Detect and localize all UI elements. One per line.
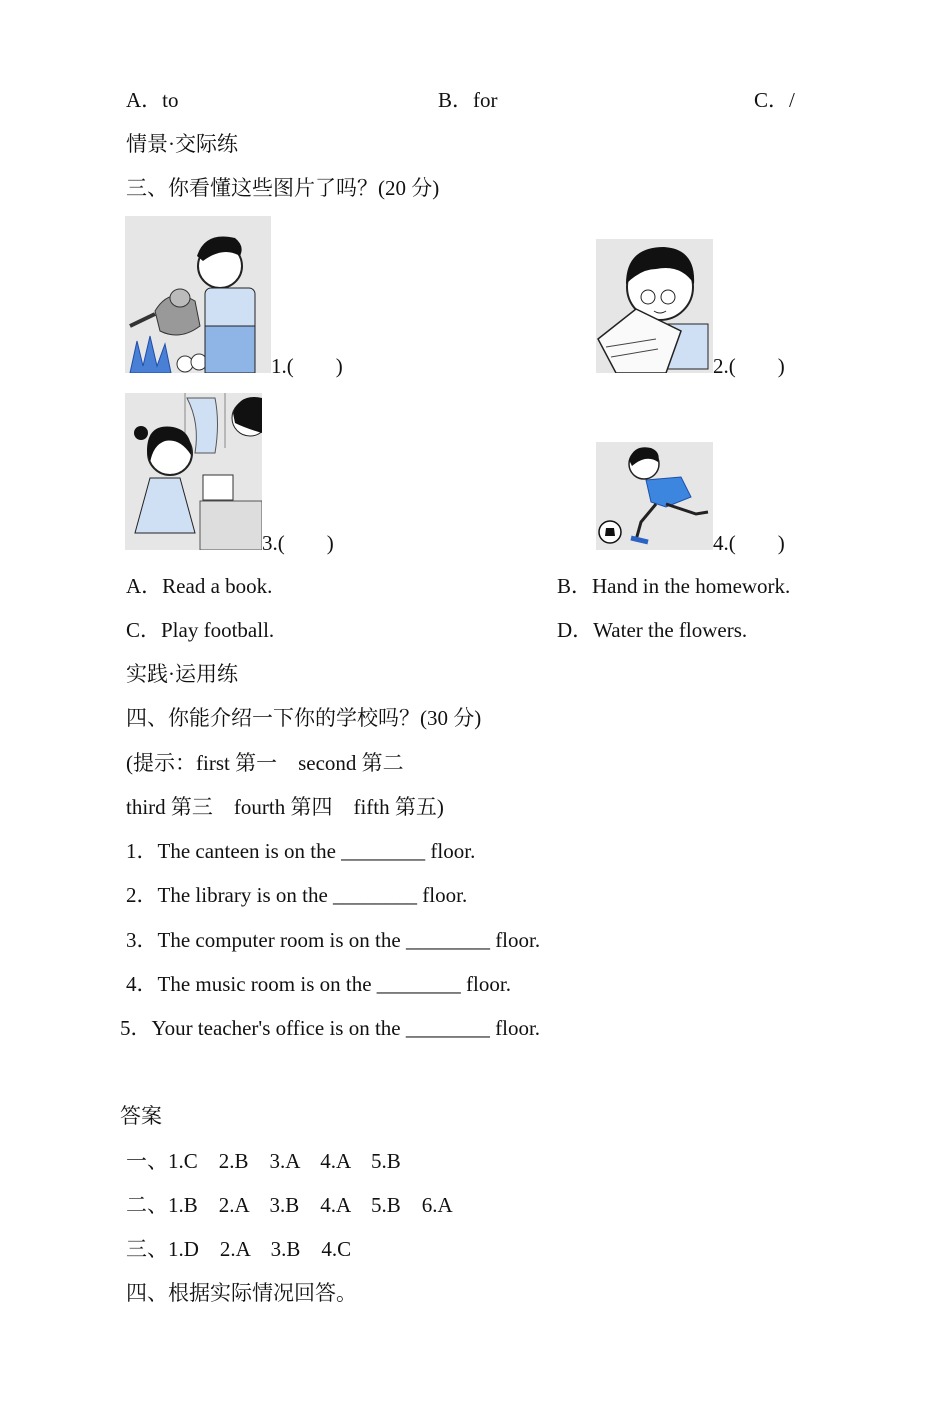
question-slot-2: 2.( ): [713, 354, 785, 378]
section-situation-title: 情景·交际练: [126, 132, 238, 156]
answers-title: 答案: [120, 1104, 162, 1128]
section-practice-title: 实践·运用练: [126, 662, 238, 686]
question-slot-3: 3.( ): [262, 531, 334, 555]
fill-item-5: 5．Your teacher's office is on the ________ floor.: [120, 1016, 541, 1040]
hint-line-2: third 第三 fourth 第四 fifth 第五): [126, 795, 444, 819]
option-a-prev: A．to: [126, 88, 179, 112]
playing-football-picture-icon: [596, 442, 713, 550]
answer-line-3: 三、1.D 2.A 3.B 4.C: [126, 1237, 352, 1261]
question-slot-4: 4.( ): [713, 531, 785, 555]
section3-heading: 三、你看懂这些图片了吗？(20 分): [126, 176, 440, 200]
option-c-prev: C．/: [754, 88, 795, 112]
hint-line-1: (提示：first 第一 second 第二: [126, 751, 404, 775]
choice-d: D．Water the flowers.: [557, 618, 748, 642]
choice-a: A．Read a book.: [126, 574, 273, 598]
answer-line-2: 二、1.B 2.A 3.B 4.A 5.B 6.A: [126, 1193, 453, 1217]
answer-line-4: 四、根据实际情况回答。: [126, 1281, 357, 1305]
choice-b: B．Hand in the homework.: [557, 574, 791, 598]
option-b-prev: B．for: [438, 88, 498, 112]
fill-item-4: 4．The music room is on the ________ floor.: [126, 972, 511, 996]
fill-item-2: 2．The library is on the ________ floor.: [126, 883, 468, 907]
section4-heading: 四、你能介绍一下你的学校吗？(30 分): [126, 706, 482, 730]
watering-flowers-picture-icon: [125, 216, 271, 373]
fill-item-3: 3．The computer room is on the ________ floor.: [126, 928, 541, 952]
question-slot-1: 1.( ): [271, 354, 343, 378]
answer-line-1: 一、1.C 2.B 3.A 4.A 5.B: [126, 1149, 401, 1173]
fill-item-1: 1．The canteen is on the ________ floor.: [126, 839, 476, 863]
choice-c: C．Play football.: [126, 618, 275, 642]
handing-homework-picture-icon: [125, 393, 262, 550]
reading-book-picture-icon: [596, 239, 713, 373]
